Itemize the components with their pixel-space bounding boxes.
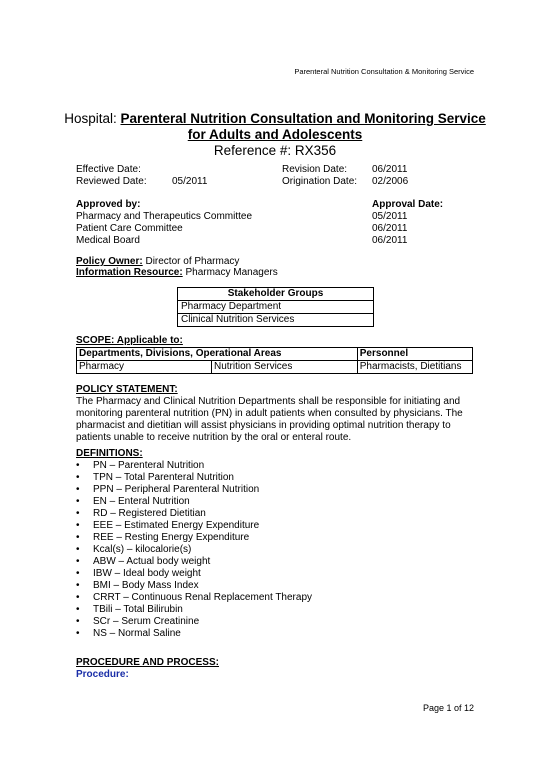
stakeholder-row: Pharmacy Department	[178, 301, 374, 314]
bullet: •	[76, 472, 80, 483]
reviewed-date-label: Reviewed Date:	[76, 176, 147, 187]
approver-name: Medical Board	[76, 235, 140, 246]
bullet: •	[76, 568, 80, 579]
definition-text: EN – Enteral Nutrition	[93, 496, 190, 507]
bullet: •	[76, 544, 80, 555]
definition-text: PPN – Peripheral Parenteral Nutrition	[93, 484, 260, 495]
origination-date-label: Origination Date:	[282, 176, 358, 187]
definition-text: NS – Normal Saline	[93, 628, 181, 639]
scope-cell: Pharmacists, Dietitians	[357, 361, 472, 374]
list-item	[76, 520, 312, 532]
definition-text: CRRT – Continuous Renal Replacement Therapy	[93, 592, 313, 603]
bullet: •	[76, 484, 80, 495]
list-item	[76, 604, 312, 616]
list-item	[76, 556, 312, 568]
running-header: Parenteral Nutrition Consultation & Monitoring Service	[294, 67, 474, 76]
information-resource-value: Pharmacy Managers	[185, 267, 278, 278]
document-title	[60, 111, 490, 159]
scope-cell: Nutrition Services	[212, 361, 358, 374]
list-item	[76, 628, 312, 640]
approver-name: Pharmacy and Therapeutics Committee	[76, 211, 253, 222]
effective-date-label: Effective Date:	[76, 164, 141, 175]
definition-text: IBW – Ideal body weight	[93, 568, 201, 579]
procedure-subheading: Procedure:	[76, 669, 129, 680]
procedure-heading: PROCEDURE AND PROCESS:	[76, 657, 219, 668]
definition-text: EEE – Estimated Energy Expenditure	[93, 520, 260, 531]
revision-date-value: 06/2011	[372, 164, 408, 175]
definitions-heading: DEFINITIONS:	[76, 448, 143, 459]
definition-text: Kcal(s) – kilocalorie(s)	[93, 544, 192, 555]
policy-statement-text: The Pharmacy and Clinical Nutrition Departments shall be responsible for initiating and monitoring parenteral nutrition (PN) in adult patients when consulted by physicians. The pharmacist and dietitian will assist physicians in providing optimal nutrition therapy to patients unable to receive nutrition by the oral or enteral route.	[76, 396, 463, 443]
bullet: •	[76, 580, 80, 591]
information-resource	[76, 267, 278, 279]
bullet: •	[76, 628, 80, 639]
policy-owner-value: Director of Pharmacy	[145, 256, 240, 267]
reviewed-date-value: 05/2011	[172, 176, 208, 187]
bullet: •	[76, 616, 80, 627]
bullet: •	[76, 532, 80, 543]
list-item	[76, 544, 312, 556]
scope-header-departments: Departments, Divisions, Operational Areas	[77, 348, 358, 361]
approval-date: 06/2011	[372, 235, 408, 246]
revision-date-label: Revision Date:	[282, 164, 348, 175]
stakeholder-table	[177, 287, 374, 327]
list-item	[76, 472, 312, 484]
list-item	[76, 580, 312, 592]
approved-by-label: Approved by:	[76, 199, 141, 210]
definition-text: BMI – Body Mass Index	[93, 580, 199, 591]
information-resource-label: Information Resource:	[76, 267, 183, 278]
list-item	[76, 532, 312, 544]
scope-header-personnel: Personnel	[357, 348, 472, 361]
bullet: •	[76, 508, 80, 519]
stakeholder-table-header: Stakeholder Groups	[178, 288, 374, 301]
definition-text: ABW – Actual body weight	[93, 556, 211, 567]
list-item	[76, 496, 312, 508]
scope-heading: SCOPE: Applicable to:	[76, 335, 183, 346]
policy-owner-label: Policy Owner:	[76, 256, 143, 267]
list-item	[76, 568, 312, 580]
approval-date: 05/2011	[372, 211, 408, 222]
origination-date-value: 02/2006	[372, 176, 409, 187]
scope-cell: Pharmacy	[77, 361, 212, 374]
bullet: •	[76, 520, 80, 531]
reference-number: Reference #: RX356	[213, 143, 337, 158]
policy-statement-heading: POLICY STATEMENT:	[76, 384, 178, 395]
list-item	[76, 592, 312, 604]
definition-text: RD – Registered Dietitian	[93, 508, 206, 519]
stakeholder-row: Clinical Nutrition Services	[178, 314, 374, 327]
bullet: •	[76, 496, 80, 507]
definition-text: TPN – Total Parenteral Nutrition	[93, 472, 234, 483]
definitions-list	[76, 460, 312, 640]
definition-text: REE – Resting Energy Expenditure	[93, 532, 250, 543]
title-name-line1: Parenteral Nutrition Consultation and Monitoring Service	[120, 111, 486, 126]
page-number: Page 1 of 12	[422, 703, 474, 713]
list-item	[76, 460, 312, 472]
title-name-line2: for Adults and Adolescents	[187, 127, 363, 142]
approval-date-label: Approval Date:	[372, 199, 444, 210]
list-item	[76, 616, 312, 628]
definition-text: PN – Parenteral Nutrition	[93, 460, 205, 471]
list-item	[76, 484, 312, 496]
approval-date: 06/2011	[372, 223, 408, 234]
list-item	[76, 508, 312, 520]
approver-name: Patient Care Committee	[76, 223, 183, 234]
bullet: •	[76, 604, 80, 615]
title-label: Hospital:	[64, 111, 117, 126]
definition-text: SCr – Serum Creatinine	[93, 616, 200, 627]
bullet: •	[76, 592, 80, 603]
bullet: •	[76, 556, 80, 567]
definition-text: TBili – Total Bilirubin	[93, 604, 183, 615]
scope-table	[76, 347, 473, 374]
bullet: •	[76, 460, 80, 471]
